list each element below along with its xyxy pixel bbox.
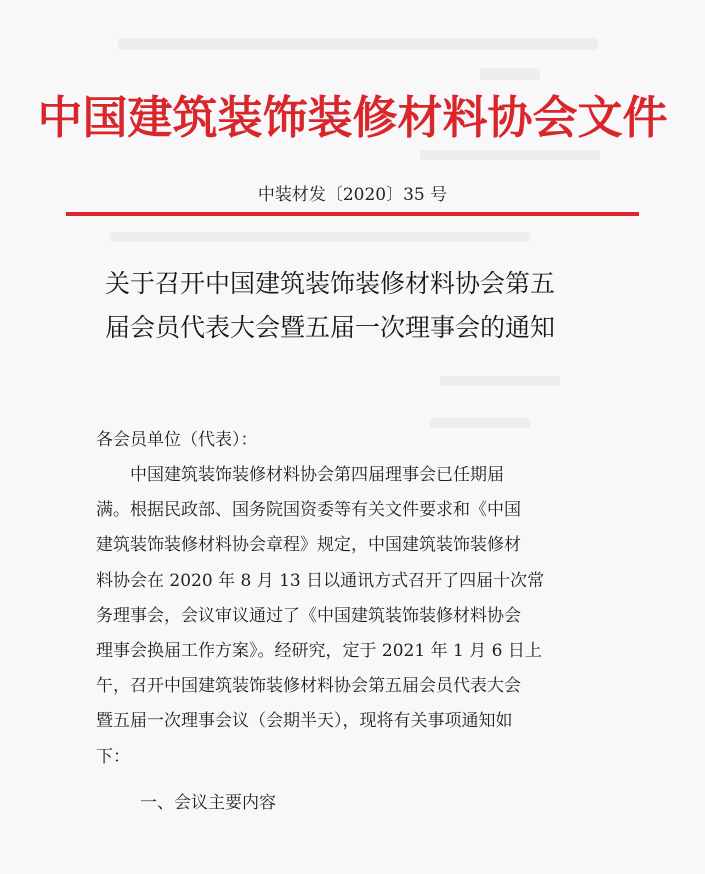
body-paragraph [96, 458, 616, 775]
body-line: 午，召开中国建筑装饰装修材料协会第五届会员代表大会 [96, 676, 521, 697]
body-line: 中国建筑装饰装修材料协会第四届理事会已任期届 [96, 465, 504, 485]
notice-title-line: 关于召开中国建筑装饰装修材料协会第五 [105, 269, 556, 298]
body-line: 下： [96, 746, 130, 767]
body-line: 务理事会，会议审议通过了《中国建筑装饰装修材料协会 [96, 605, 521, 626]
bleed-through-mark [430, 418, 530, 428]
section-heading: 一、会议主要内容 [140, 793, 276, 813]
body-line: 料协会在 2020 年 8 月 13 日以通讯方式召开了四届十次常 [96, 570, 545, 591]
body-line: 暨五届一次理事会议（会期半天），现将有关事项通知如 [96, 711, 513, 732]
body-line: 满。根据民政部、国务院国资委等有关文件要求和《中国 [96, 500, 521, 521]
bleed-through-mark [110, 232, 530, 242]
document-number: 中装材发〔2020〕35 号 [257, 185, 448, 205]
bleed-through-mark [118, 38, 598, 50]
red-divider-line [66, 212, 639, 216]
notice-title-line: 届会员代表大会暨五届一次理事会的通知 [105, 313, 556, 342]
body-line: 建筑装饰装修材料协会章程》规定，中国建筑装饰装修材 [96, 535, 521, 556]
header-title: 中国建筑装饰装修材料协会文件 [37, 91, 668, 144]
body-line: 理事会换届工作方案》。经研究，定于 2021 年 1 月 6 日上 [96, 641, 542, 662]
bleed-through-mark [420, 150, 600, 160]
notice-title [105, 262, 625, 350]
bleed-through-mark [440, 376, 560, 386]
bleed-through-mark [480, 68, 540, 80]
addressee: 各会员单位（代表）： [96, 430, 258, 450]
